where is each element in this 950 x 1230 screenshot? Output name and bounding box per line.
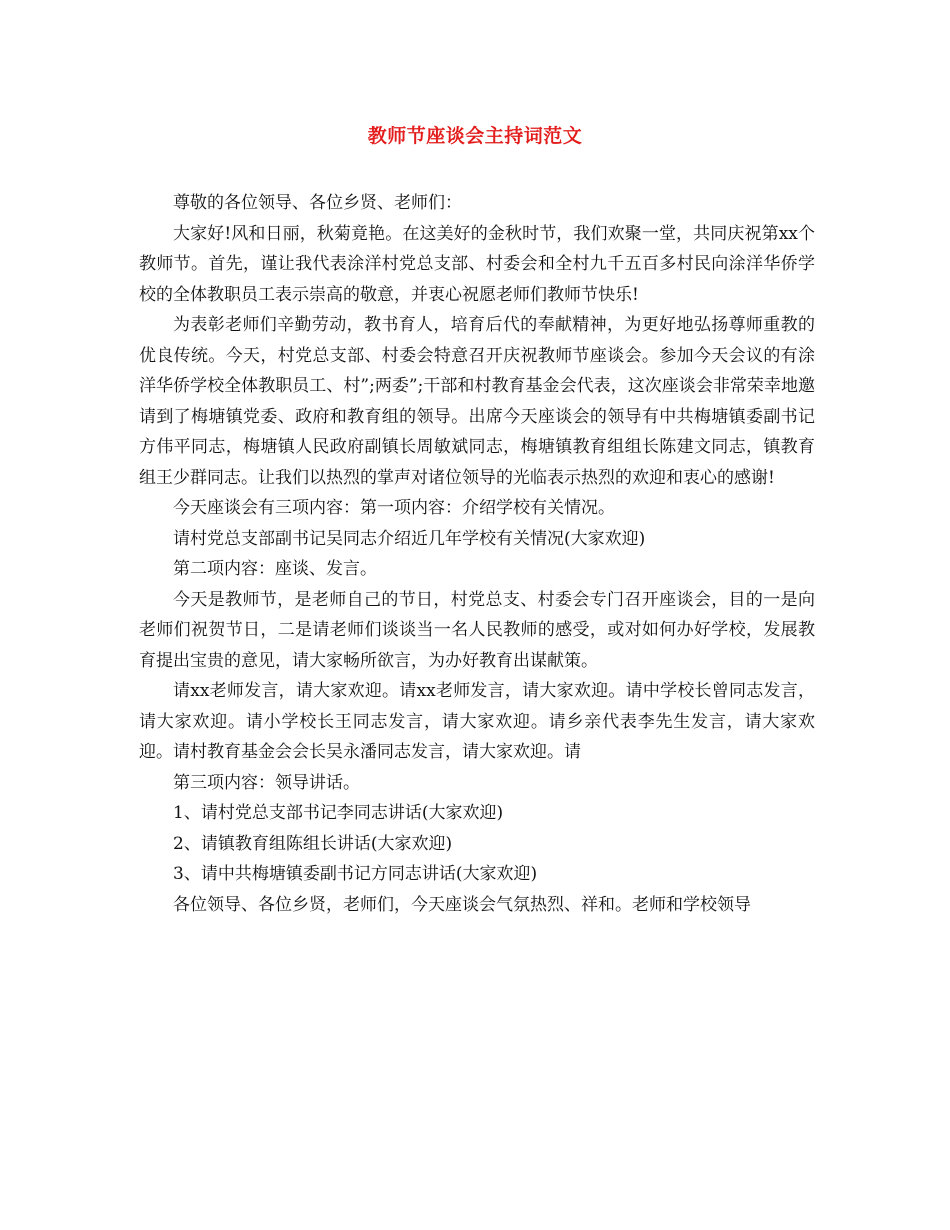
paragraph-item-three-heading: 第三项内容：领导讲话。 (173, 772, 360, 793)
document-body (139, 188, 815, 920)
paragraph-speech-one: 1、请村党总支部书记李同志讲话(大家欢迎) (173, 803, 504, 823)
paragraph-item-one: 请村党总支部副书记吴同志介绍近几年学校有关情况(大家欢迎) (173, 528, 646, 549)
paragraph-discussion: 今天是教师节，是老师自己的节日，村党总支、村委会专门召开座谈会，目的一是向老师们祝贺节日，二是请老师们谈谈当一名人民教师的感受，或对如何办好学校，发展教育提出宝贵的意见，请大家畅所欲言，为办好教育出谋献策。 (139, 589, 815, 671)
paragraph-speech-two: 2、请镇教育组陈组长讲话(大家欢迎) (173, 833, 453, 854)
paragraph-agenda: 今天座谈会有三项内容：第一项内容：介绍学校有关情况。 (173, 498, 615, 518)
paragraph-salutation: 尊敬的各位领导、各位乡贤、老师们： (173, 193, 462, 213)
document-title: 教师节座谈会主持词范文 (367, 125, 583, 147)
paragraph-purpose: 为表彰老师们辛勤劳动，教书育人，培育后代的奉献精神，为更好地弘扬尊师重教的优良传统。今天，村党总支部、村委会特意召开庆祝教师节座谈会。参加今天会议的有涂洋华侨学校全体教职员工、村”;两委”;干部和村教育基金会代表，这次座谈会非常荣幸地邀请到了梅塘镇党委、政府和教育组的领导。出席今天座谈会的领导有中共梅塘镇委副书记方伟平同志，梅塘镇人民政府副镇长周敏斌同志，梅塘镇教育组组长陈建文同志，镇教育组王少群同志。让我们以热烈的掌声对诸位领导的光临表示热烈的欢迎和衷心的感谢! (139, 315, 815, 488)
paragraph-speech-three: 3、请中共梅塘镇委副书记方同志讲话(大家欢迎) (173, 864, 538, 884)
paragraph-closing: 各位领导、各位乡贤，老师们，今天座谈会气氛热烈、祥和。老师和学校领导 (173, 894, 751, 915)
paragraph-greeting: 大家好!风和日丽，秋菊竟艳。在这美好的金秋时节，我们欢聚一堂，共同庆祝第xx个教师节。首先，谨让我代表涂洋村党总支部、村委会和全村九千五百多村民向涂洋华侨学校的全体教职员工表示崇高的敬意，并衷心祝愿老师们教师节快乐! (139, 223, 815, 305)
paragraph-speakers: 请xx老师发言，请大家欢迎。请xx老师发言，请大家欢迎。请中学校长曾同志发言，请大家欢迎。请小学校长王同志发言，请大家欢迎。请乡亲代表李先生发言，请大家欢迎。请村教育基金会会长吴永潘同志发言，请大家欢迎。请 (139, 681, 815, 762)
paragraph-item-two-heading: 第二项内容：座谈、发言。 (173, 559, 377, 579)
